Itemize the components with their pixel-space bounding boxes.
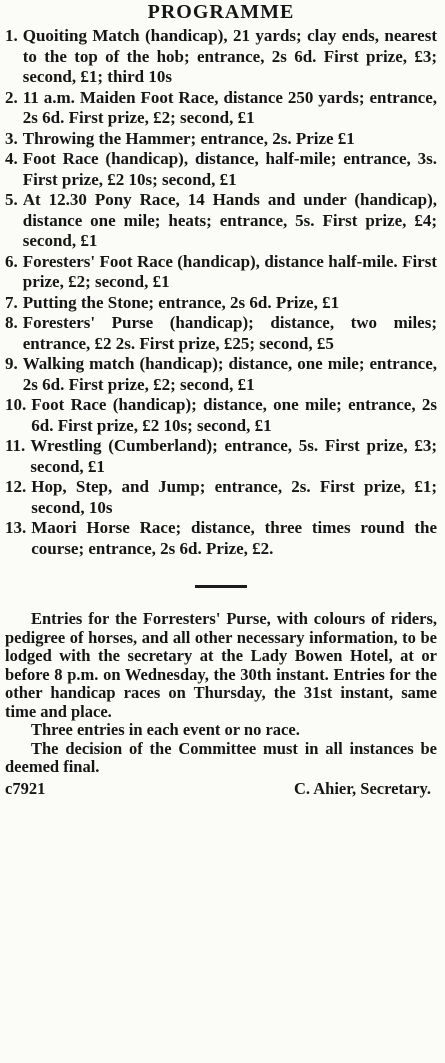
decision-notice: The decision of the Committee must in all instances be deemed final. xyxy=(5,738,437,776)
item-text: Hop, Step, and Jump; entrance, 2s. First prize, £1; second, 10s xyxy=(31,477,437,517)
item-text: Quoiting Match (handicap), 21 yards; clay ends, nearest to the top of the hob; entrance, 2s 6d. First prize, £3; second, £1; third 10s xyxy=(22,26,437,86)
item-number: 12. xyxy=(5,477,27,496)
programme-item-5 xyxy=(5,190,437,252)
programme-item-10 xyxy=(5,395,437,436)
programme-item-1 xyxy=(5,26,437,88)
item-text: 11 a.m. Maiden Foot Race, distance 250 yards; entrance, 2s 6d. First prize, £2; second, £1 xyxy=(22,87,437,127)
programme-item-6 xyxy=(5,252,437,293)
item-text: Foot Race (handicap); distance, one mile; entrance, 2s 6d. First prize, £2 10s; second, £1 xyxy=(31,395,437,435)
advert-footer xyxy=(5,779,437,799)
item-text: Walking match (handicap); distance, one mile; entrance, 2s 6d. First prize, £2; second, £1 xyxy=(22,354,437,394)
item-text: Foresters' Purse (handicap); distance, two miles; entrance, £2 2s. First prize, £25; second, £5 xyxy=(22,313,437,353)
programme-item-4 xyxy=(5,149,437,190)
item-number: 13. xyxy=(5,518,27,537)
item-text: Foot Race (handicap), distance, half-mile; entrance, 3s. First prize, £2 10s; second, £1 xyxy=(22,149,437,189)
item-text: Wrestling (Cumberland); entrance, 5s. First prize, £3; second, £1 xyxy=(30,436,437,476)
item-number: 7. xyxy=(5,292,18,312)
item-text: Putting the Stone; entrance, 2s 6d. Prize, £1 xyxy=(22,292,340,312)
item-text: Maori Horse Race; distance, three times round the course; entrance, 2s 6d. Prize, £2. xyxy=(31,518,437,558)
item-number: 8. xyxy=(5,313,18,332)
item-text: Foresters' Foot Race (handicap), distance half-mile. First prize, £2; second, £1 xyxy=(22,251,437,291)
page-title: PROGRAMME xyxy=(147,1,295,23)
section-divider xyxy=(195,585,247,588)
item-number: 10. xyxy=(5,395,27,414)
item-number: 11. xyxy=(5,436,26,455)
entries-notice: Entries for the Forresters' Purse, with colours of riders, pedigree of horses, and all other necessary information, to be lodged with the secretary at the Lady Bowen Hotel, at or before 8 p.m. on Wednesday, the 30th instant. Entries for the other handicap races on Thursday, the 31st instant, same time and place. xyxy=(5,609,437,721)
programme-list xyxy=(5,26,437,559)
item-text: At 12.30 Pony Race, 14 Hands and under (handicap), distance one mile; heats; entrance, 5s. First prize, £4; second, £1 xyxy=(22,190,437,250)
notes-section xyxy=(5,610,437,777)
programme-item-7 xyxy=(5,293,437,314)
programme-item-3 xyxy=(5,129,437,150)
three-entries-notice: Three entries in each event or no race. xyxy=(31,720,300,739)
item-number: 2. xyxy=(5,87,18,107)
item-number: 1. xyxy=(5,26,18,45)
programme-item-12 xyxy=(5,477,437,518)
programme-item-2 xyxy=(5,88,437,129)
item-number: 9. xyxy=(5,354,18,373)
item-number: 6. xyxy=(5,251,18,271)
item-number: 4. xyxy=(5,149,18,168)
item-number: 3. xyxy=(5,128,18,148)
item-number: 5. xyxy=(5,190,18,209)
advert-code: c7921 xyxy=(5,778,46,798)
programme-item-13 xyxy=(5,518,437,559)
secretary-signature: C. Ahier, Secretary. xyxy=(293,778,431,798)
programme-item-11 xyxy=(5,436,437,477)
programme-item-9 xyxy=(5,354,437,395)
programme-item-8 xyxy=(5,313,437,354)
item-text: Throwing the Hammer; entrance, 2s. Prize £1 xyxy=(22,128,355,148)
